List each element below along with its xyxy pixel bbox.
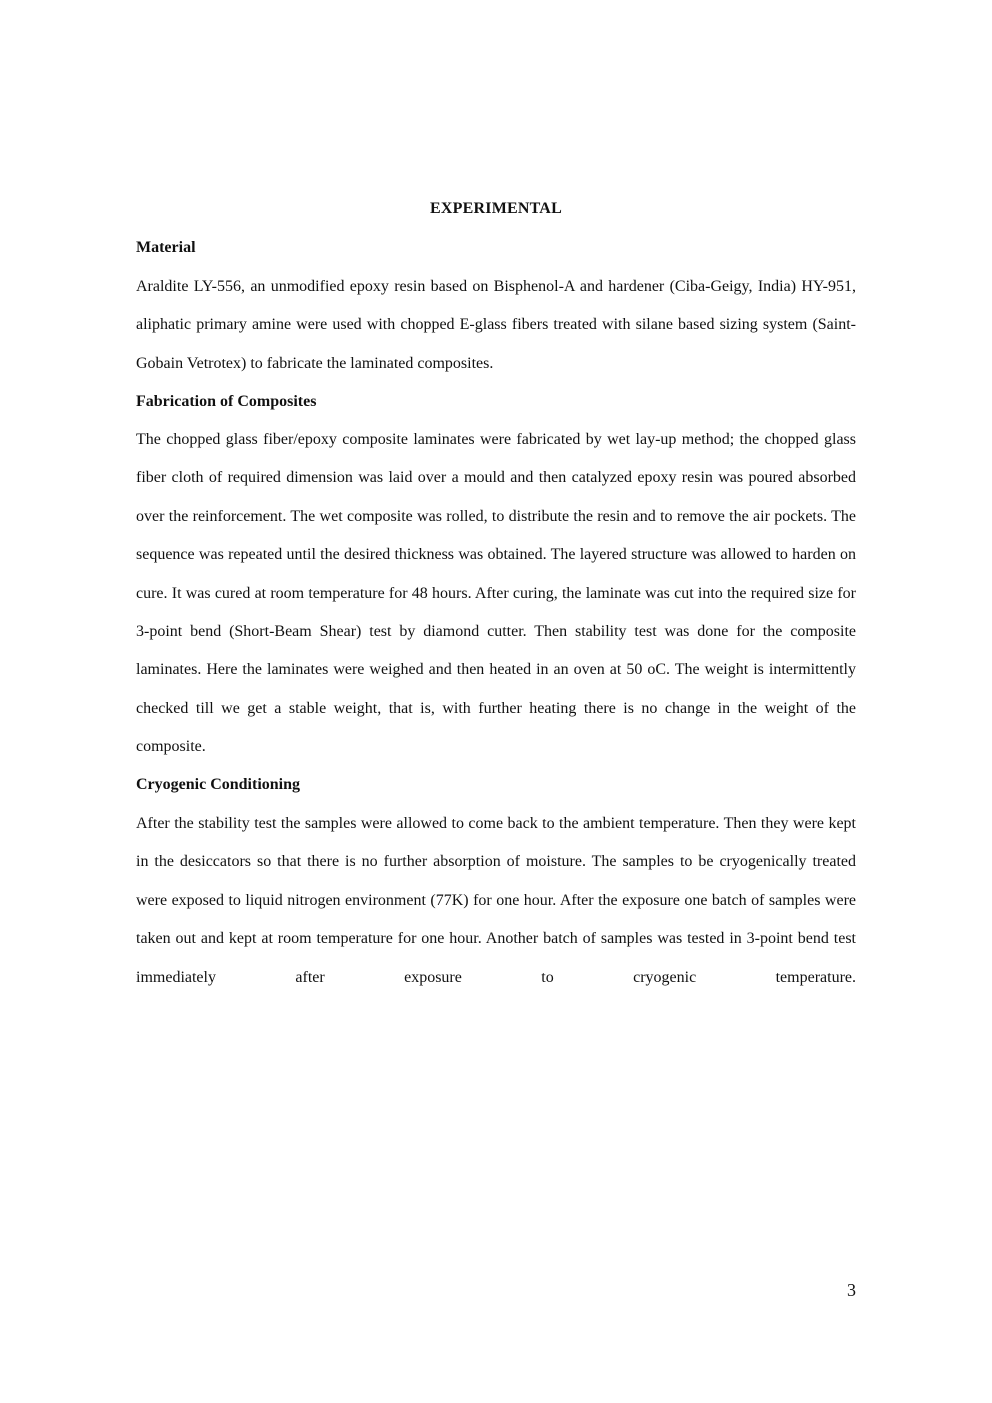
subsection-heading-material: Material [136, 239, 196, 256]
page-number: 3 [847, 1280, 856, 1300]
subsection-heading-fabrication: Fabrication of Composites [136, 393, 317, 410]
paragraph-material: Araldite LY-556, an unmodified epoxy resin based on Bisphenol-A and hardener (Ciba-Geigy, India) HY-951, aliphatic primary amine were used with chopped E-glass fibers treated with silane based sizing system (Saint-Gobain Vetrotex) to fabricate the laminated composites. [136, 278, 856, 372]
subsection-heading-cryogenic: Cryogenic Conditioning [136, 776, 301, 793]
paragraph-fabrication: The chopped glass fiber/epoxy composite laminates were fabricated by wet lay-up method; the chopped glass fiber cloth of required dimension was laid over a mould and then catalyzed epoxy resin was poured absorbed over the reinforcement. The wet composite was rolled, to distribute the resin and to remove the air pockets. The sequence was repeated until the desired thickness was obtained. The layered structure was allowed to harden on cure. It was cured at room temperature for 48 hours. After curing, the laminate was cut into the required size for 3-point bend (Short-Beam Shear) test by diamond cutter. Then stability test was done for the composite laminates. Here the laminates were weighed and then heated in an oven at 50 oC. The weight is intermittently checked till we get a stable weight, that is, with further heating there is no change in the weight of the composite. [136, 431, 856, 756]
paragraph-cryogenic: After the stability test the samples were allowed to come back to the ambient temperature. Then they were kept in the desiccators so that there is no further absorption of moisture. The samples to be cryogenically treated were exposed to liquid nitrogen environment (77K) for one hour. After the exposure one batch of samples were taken out and kept at room temperature for one hour. Another batch of samples was tested in 3-point bend test immediately after exposure to cryogenic temperature. [136, 815, 856, 986]
section-title-experimental: EXPERIMENTAL [430, 200, 562, 217]
